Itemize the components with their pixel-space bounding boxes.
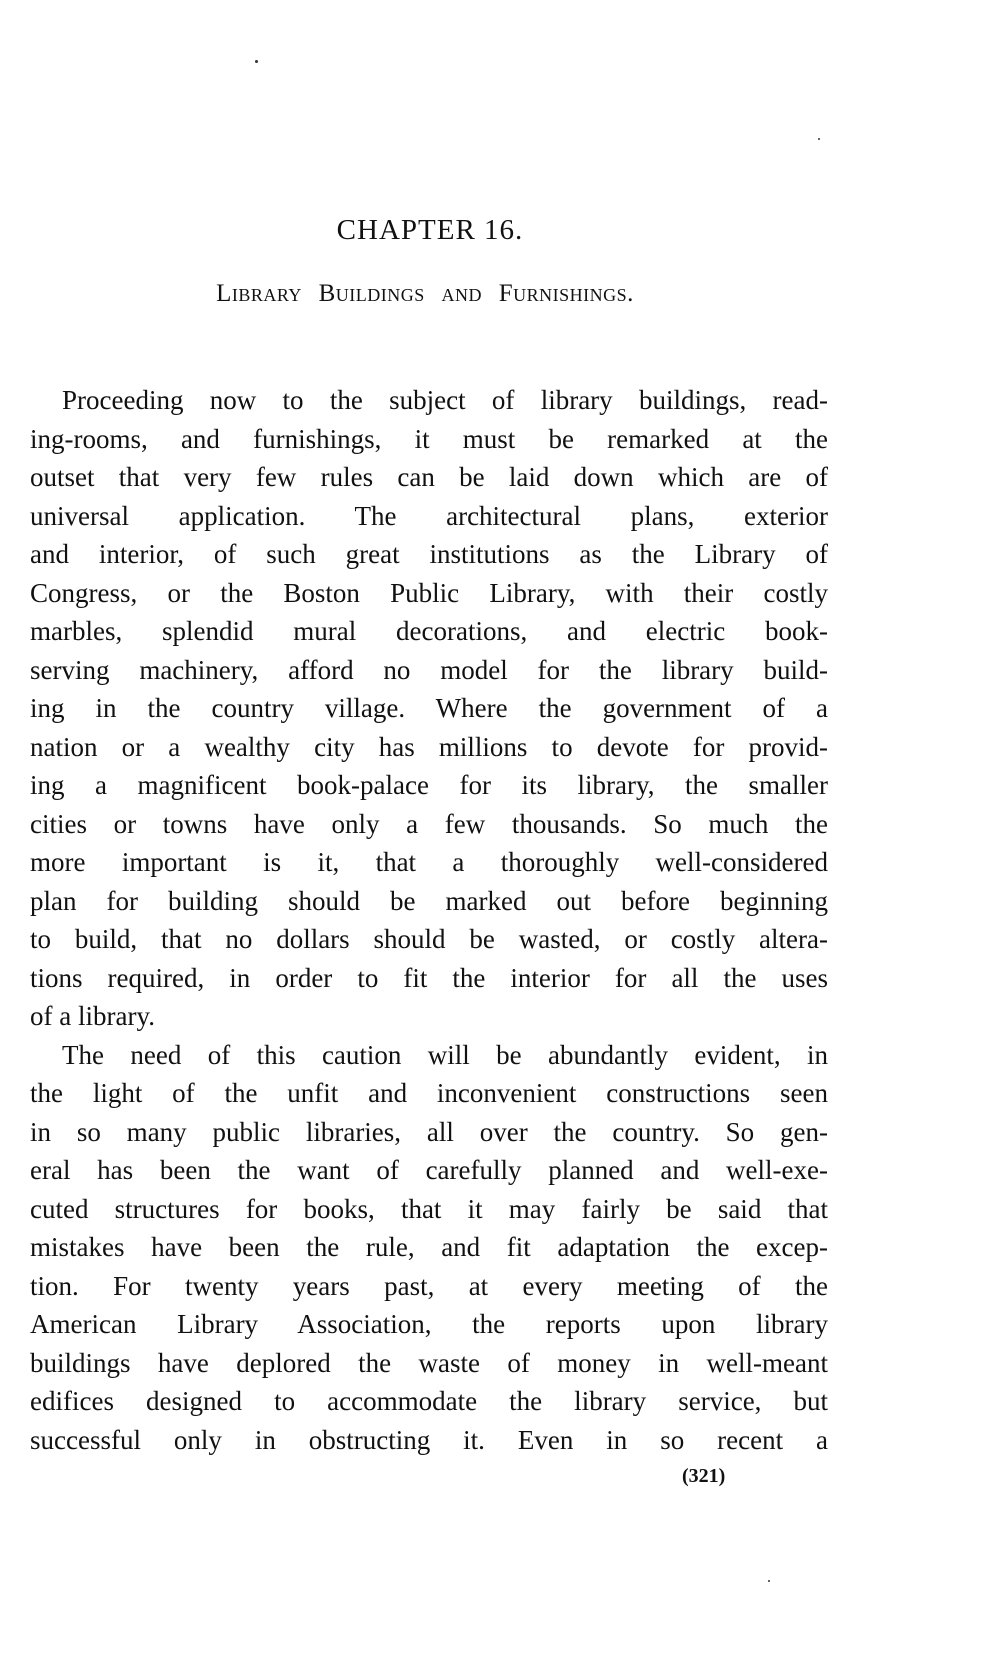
text-line: ing a magnificent book-palace for its library, the smaller	[30, 770, 828, 800]
text-line: ing-rooms, and furnishings, it must be remarked at the	[30, 423, 828, 454]
text-line: nation or a wealthy city has millions to devote for provid-	[30, 731, 828, 762]
text-line: tions required, in order to fit the interior for all the uses	[30, 962, 828, 993]
page-number: (321)	[682, 1465, 726, 1487]
text-line: successful only in obstructing it. Even in so recent a	[30, 1424, 828, 1455]
scan-speck	[818, 138, 820, 140]
text-line: American Library Association, the reports upon library	[30, 1309, 828, 1339]
text-line: more important is it, that a thoroughly well-considered	[30, 847, 828, 877]
body-text	[30, 381, 828, 1459]
text-line: and interior, of such great institutions as the Library of	[30, 539, 828, 569]
text-line: mistakes have been the rule, and fit adaptation the excep-	[30, 1232, 828, 1262]
text-line: edifices designed to accommodate the library service, but	[30, 1386, 828, 1416]
text-line: cities or towns have only a few thousands. So much the	[30, 808, 828, 839]
chapter-subtitle: Library Buildings and Furnishings.	[216, 280, 634, 307]
text-line: outset that very few rules can be laid down which are of	[30, 462, 828, 492]
text-line: Congress, or the Boston Public Library, with their costly	[30, 577, 828, 608]
text-line: Proceeding now to the subject of library buildings, read-	[62, 385, 828, 415]
scan-speck	[768, 1580, 770, 1582]
text-line: to build, that no dollars should be wasted, or costly altera-	[30, 924, 828, 954]
text-line: marbles, splendid mural decorations, and electric book-	[30, 616, 828, 646]
text-line: of a library.	[30, 1001, 155, 1031]
text-line: tion. For twenty years past, at every meeting of the	[30, 1270, 828, 1301]
text-line: eral has been the want of carefully planned and well-exe-	[30, 1155, 828, 1185]
text-line: The need of this caution will be abundantly evident, in	[62, 1039, 828, 1070]
text-line: serving machinery, afford no model for the library build-	[30, 654, 828, 685]
text-line: ing in the country village. Where the government of a	[30, 693, 828, 723]
text-line: the light of the unfit and inconvenient constructions seen	[30, 1078, 828, 1108]
scan-speck	[255, 60, 258, 63]
text-line: plan for building should be marked out before beginning	[30, 885, 828, 916]
text-line: buildings have deplored the waste of money in well-meant	[30, 1347, 828, 1378]
chapter-title: CHAPTER 16.	[336, 214, 524, 246]
text-line: universal application. The architectural plans, exterior	[30, 500, 828, 531]
text-line: cuted structures for books, that it may fairly be said that	[30, 1193, 828, 1224]
text-line: in so many public libraries, all over the country. So gen-	[30, 1116, 828, 1147]
